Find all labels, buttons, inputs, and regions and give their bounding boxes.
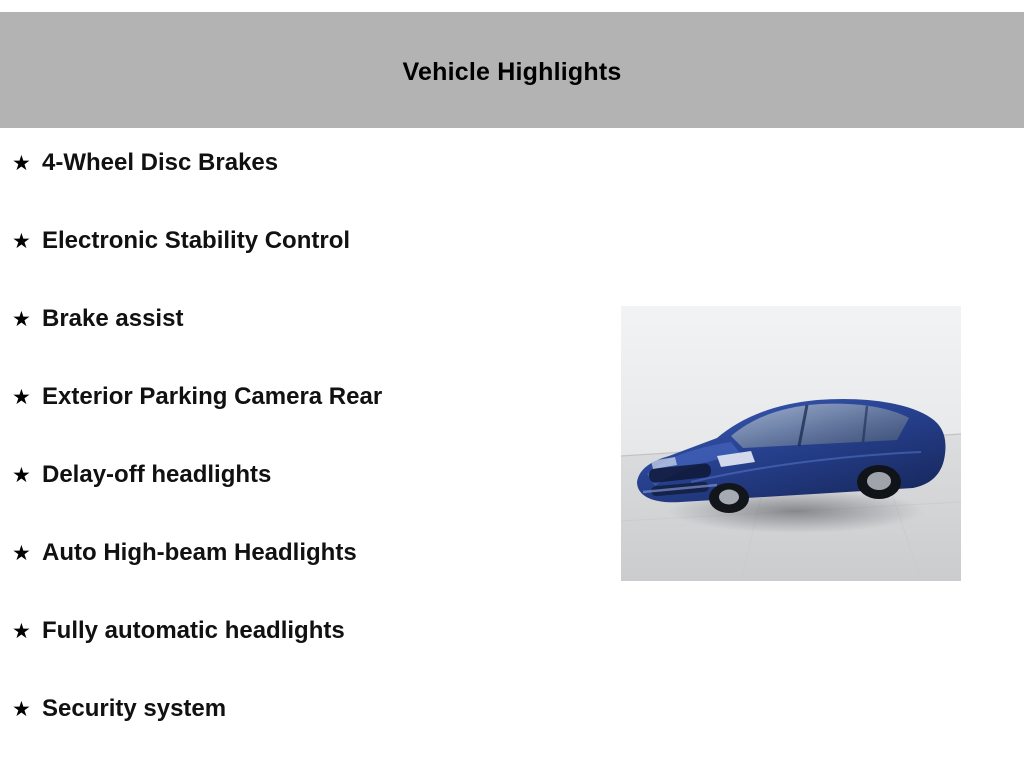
list-item-label: 4-Wheel Disc Brakes — [42, 149, 279, 176]
star-icon: ★ — [12, 230, 31, 253]
list-item-label: Fully automatic headlights — [42, 617, 345, 644]
vehicle-highlights-list — [0, 150, 620, 774]
list-item-label: Exterior Parking Camera Rear — [42, 383, 383, 410]
page-title: Vehicle Highlights — [402, 57, 622, 86]
list-item — [0, 696, 620, 774]
list-item-label: Delay-off headlights — [42, 461, 272, 488]
vehicle-photo — [621, 306, 961, 581]
list-item — [0, 306, 620, 384]
page-header — [0, 12, 1024, 128]
star-icon: ★ — [12, 542, 31, 565]
list-item-label: Security system — [42, 695, 227, 722]
list-item — [0, 228, 620, 306]
list-item-label: Brake assist — [42, 305, 184, 332]
list-item-label: Electronic Stability Control — [42, 227, 351, 254]
list-item — [0, 462, 620, 540]
star-icon: ★ — [12, 386, 31, 409]
list-item — [0, 384, 620, 462]
list-item — [0, 618, 620, 696]
list-item-label: Auto High-beam Headlights — [42, 539, 357, 566]
star-icon: ★ — [12, 620, 31, 643]
star-icon: ★ — [12, 464, 31, 487]
vehicle-photo-illustration — [621, 306, 961, 581]
page-content — [0, 128, 1024, 768]
star-icon: ★ — [12, 698, 31, 721]
list-item — [0, 540, 620, 618]
star-icon: ★ — [12, 152, 31, 175]
star-icon: ★ — [12, 308, 31, 331]
list-item — [0, 150, 620, 228]
